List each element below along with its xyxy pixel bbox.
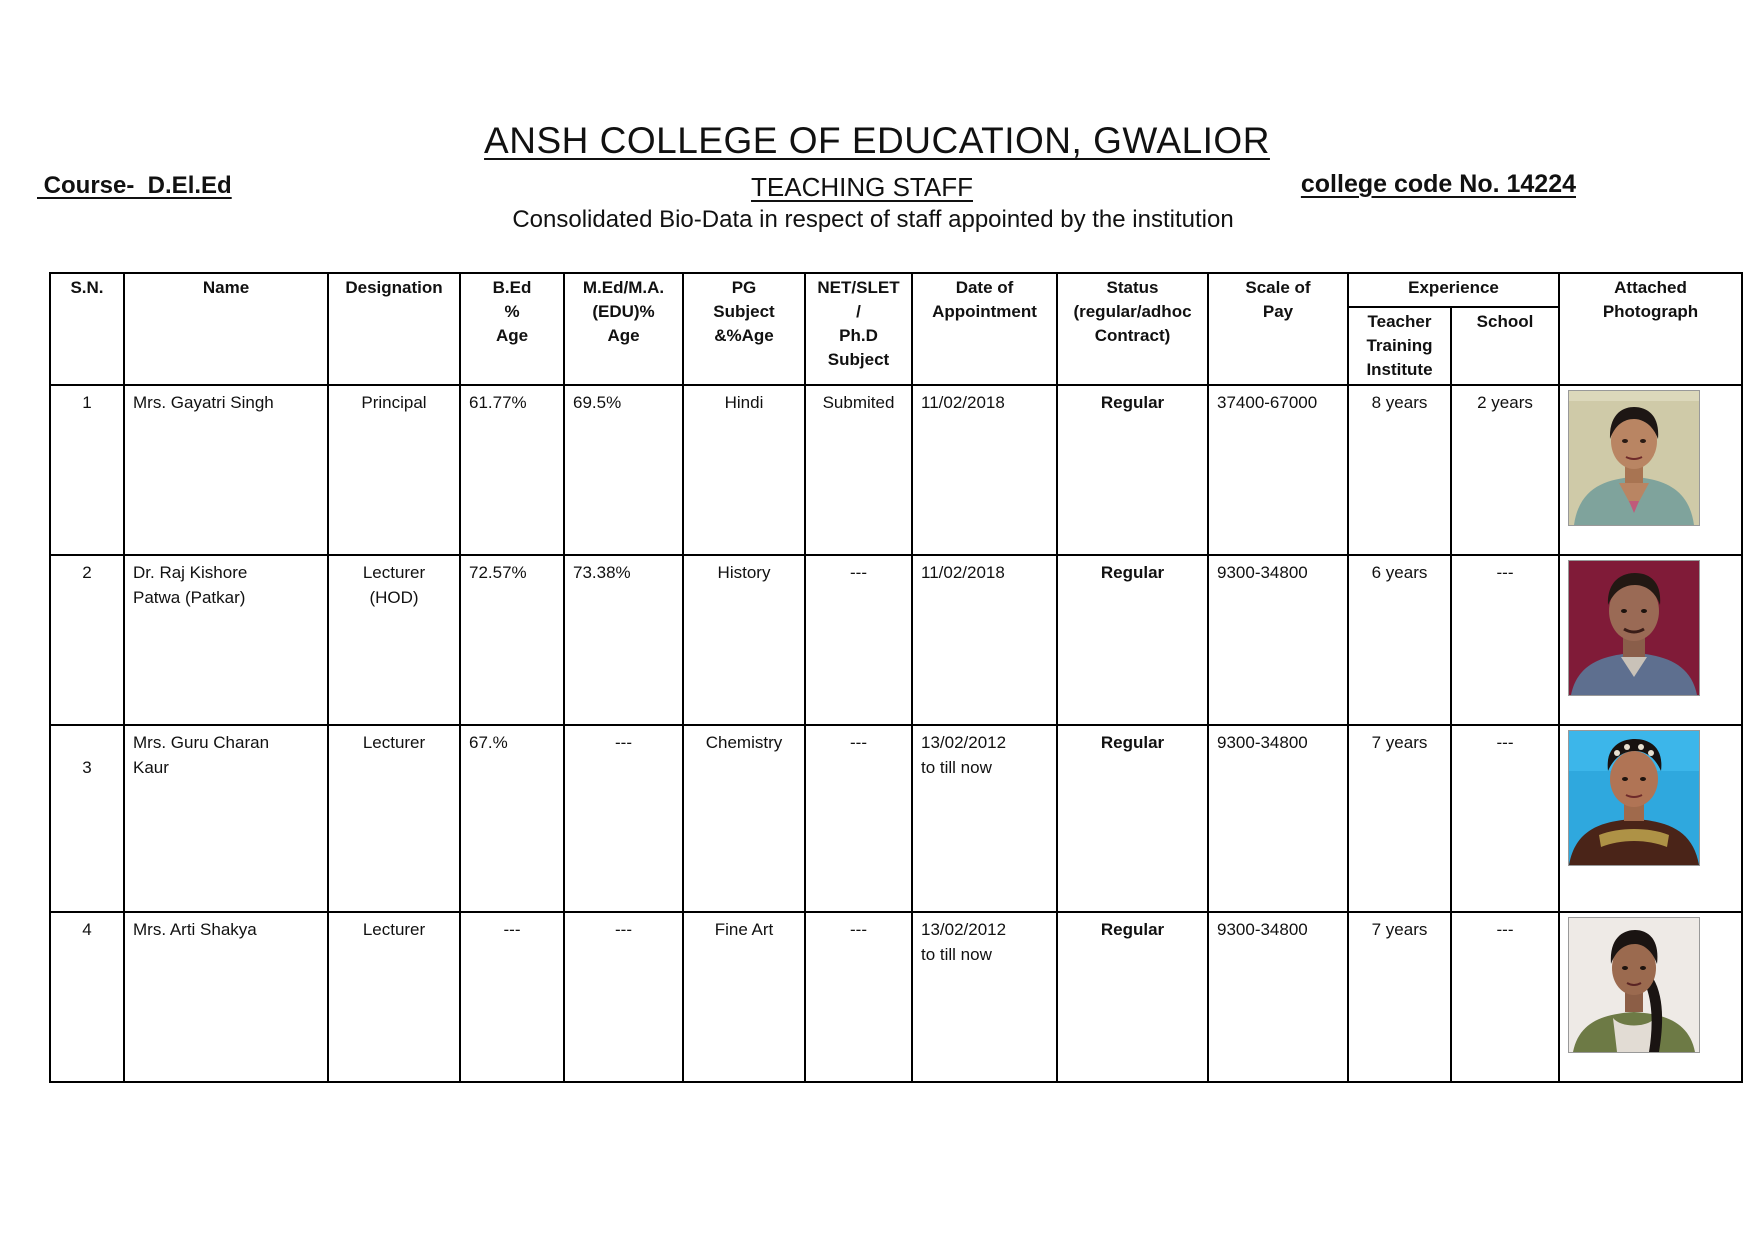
cell-school: --- (1451, 555, 1559, 725)
cell-net: Submited (805, 385, 912, 555)
header-bed: B.Ed % Age (460, 273, 564, 385)
cell-status: Regular (1057, 385, 1208, 555)
portrait-photo-icon (1569, 731, 1699, 865)
cell-teacher-training: 7 years (1348, 912, 1451, 1082)
cell-school: --- (1451, 725, 1559, 912)
cell-teacher-training: 6 years (1348, 555, 1451, 725)
cell-net: --- (805, 555, 912, 725)
cell-bed: 67.% (460, 725, 564, 912)
cell-photograph (1559, 725, 1742, 912)
table-row (50, 385, 1742, 555)
header-status: Status (regular/adhoc Contract) (1057, 273, 1208, 385)
cell-status: Regular (1057, 725, 1208, 912)
cell-teacher-training: 7 years (1348, 725, 1451, 912)
portrait-photo-icon (1569, 391, 1699, 525)
course-label: Course- D.El.Ed (37, 172, 232, 199)
cell-scale-of-pay: 9300-34800 (1208, 912, 1348, 1082)
cell-school: --- (1451, 912, 1559, 1082)
cell-net: --- (805, 725, 912, 912)
cell-designation: Lecturer (HOD) (328, 555, 460, 725)
cell-designation: Principal (328, 385, 460, 555)
header-teacher-training: Teacher Training Institute (1348, 307, 1451, 385)
header-photograph: Attached Photograph (1559, 273, 1742, 385)
header-net: NET/SLET / Ph.D Subject (805, 273, 912, 385)
header-pg: PG Subject &%Age (683, 273, 805, 385)
header-designation: Designation (328, 273, 460, 385)
college-title: ANSH COLLEGE OF EDUCATION, GWALIOR (484, 120, 1270, 161)
header-sn: S.N. (50, 273, 124, 385)
cell-school: 2 years (1451, 385, 1559, 555)
cell-date-of-appointment: 13/02/2012 to till now (912, 912, 1057, 1082)
cell-sn: 4 (50, 912, 124, 1082)
cell-name: Mrs. Gayatri Singh (124, 385, 328, 555)
cell-name: Mrs. Arti Shakya (124, 912, 328, 1082)
cell-pg: Hindi (683, 385, 805, 555)
cell-photograph (1559, 912, 1742, 1082)
cell-bed: 61.77% (460, 385, 564, 555)
cell-bed: --- (460, 912, 564, 1082)
cell-designation: Lecturer (328, 912, 460, 1082)
cell-pg: Fine Art (683, 912, 805, 1082)
cell-scale-of-pay: 37400-67000 (1208, 385, 1348, 555)
cell-scale-of-pay: 9300-34800 (1208, 555, 1348, 725)
cell-sn: 1 (50, 385, 124, 555)
cell-med: 69.5% (564, 385, 683, 555)
cell-pg: History (683, 555, 805, 725)
cell-status: Regular (1057, 912, 1208, 1082)
cell-photograph (1559, 555, 1742, 725)
staff-table (49, 272, 1743, 1083)
header-med: M.Ed/M.A. (EDU)% Age (564, 273, 683, 385)
cell-date-of-appointment: 11/02/2018 (912, 555, 1057, 725)
table-row (50, 725, 1742, 912)
cell-med: --- (564, 725, 683, 912)
staff-photo-4 (1568, 917, 1700, 1053)
table-row (50, 912, 1742, 1082)
header-school: School (1451, 307, 1559, 385)
portrait-photo-icon (1569, 561, 1699, 695)
header-date-of-appointment: Date of Appointment (912, 273, 1057, 385)
document-description: Consolidated Bio-Data in respect of staff appointed by the institution (512, 206, 1234, 233)
cell-sn: 3 (50, 725, 124, 912)
header-scale-of-pay: Scale of Pay (1208, 273, 1348, 385)
cell-date-of-appointment: 11/02/2018 (912, 385, 1057, 555)
cell-designation: Lecturer (328, 725, 460, 912)
cell-date-of-appointment: 13/02/2012 to till now (912, 725, 1057, 912)
cell-pg: Chemistry (683, 725, 805, 912)
portrait-photo-icon (1569, 918, 1699, 1052)
section-title: TEACHING STAFF (751, 172, 973, 202)
staff-photo-2 (1568, 560, 1700, 696)
cell-status: Regular (1057, 555, 1208, 725)
cell-teacher-training: 8 years (1348, 385, 1451, 555)
cell-sn: 2 (50, 555, 124, 725)
table-header-row (50, 273, 1742, 307)
header-name: Name (124, 273, 328, 385)
cell-name: Dr. Raj Kishore Patwa (Patkar) (124, 555, 328, 725)
table-row (50, 555, 1742, 725)
header-experience: Experience (1348, 273, 1559, 307)
staff-photo-3 (1568, 730, 1700, 866)
college-code: college code No. 14224 (1300, 170, 1576, 198)
cell-med: --- (564, 912, 683, 1082)
staff-photo-1 (1568, 390, 1700, 526)
cell-scale-of-pay: 9300-34800 (1208, 725, 1348, 912)
cell-bed: 72.57% (460, 555, 564, 725)
cell-name: Mrs. Guru Charan Kaur (124, 725, 328, 912)
cell-med: 73.38% (564, 555, 683, 725)
cell-net: --- (805, 912, 912, 1082)
cell-photograph (1559, 385, 1742, 555)
